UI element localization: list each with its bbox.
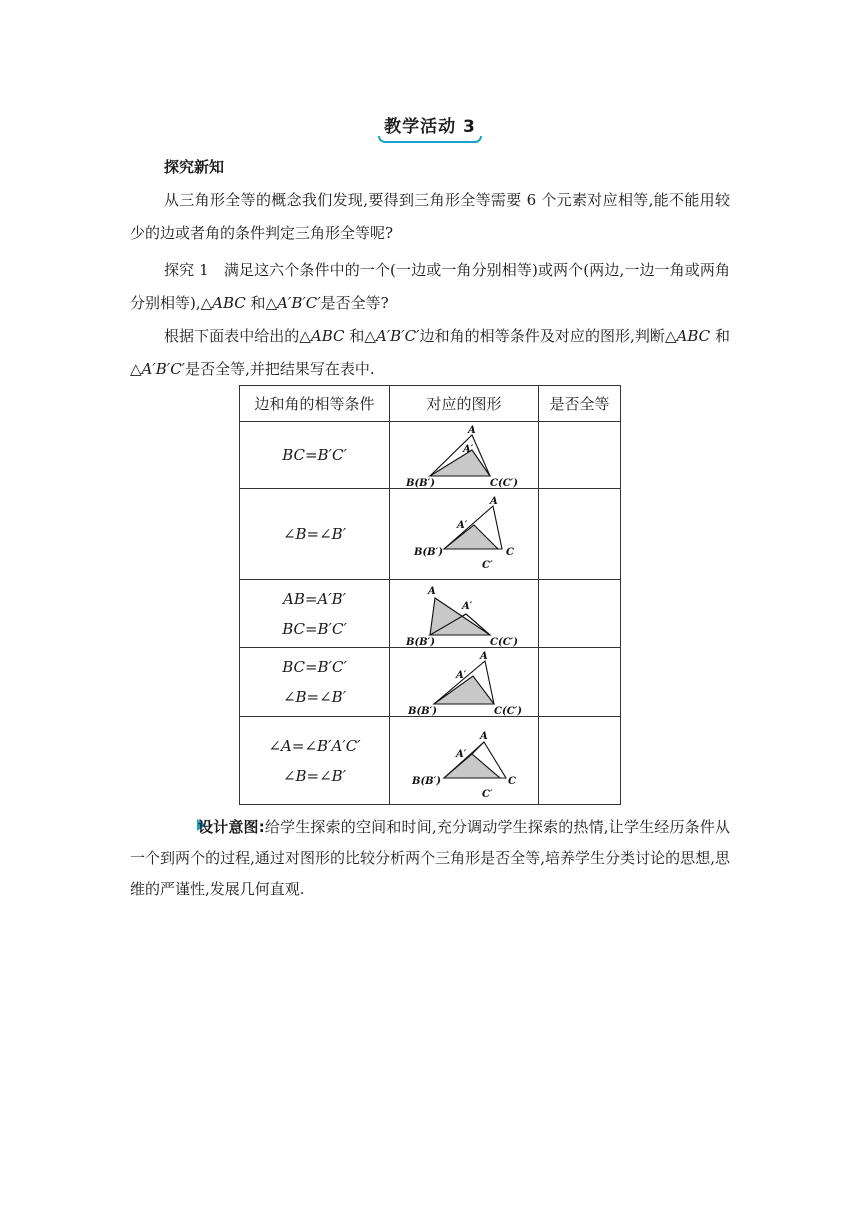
triangle-abc-prime: △A′B′C′	[265, 294, 321, 312]
condition: AB=A′B′	[282, 589, 347, 608]
condition-cell	[240, 489, 390, 580]
header-figure: 对应的图形	[390, 386, 539, 422]
label-a-prime: A′	[456, 748, 467, 760]
triangle-abc: △ABC	[200, 294, 246, 312]
answer-cell[interactable]	[539, 422, 621, 489]
label-c-prime: C′	[482, 560, 493, 571]
paragraph-instruction	[130, 320, 730, 386]
design-intent-label: 设计意图:	[198, 818, 265, 836]
triangle-figure	[390, 581, 538, 647]
condition: ∠B=∠B′	[282, 766, 347, 785]
table-row	[240, 717, 621, 805]
header-conditions: 边和角的相等条件	[240, 386, 390, 422]
figure-cell	[390, 489, 539, 580]
label-a-prime: A′	[463, 444, 474, 455]
triangle-abc: △ABC	[664, 327, 711, 345]
triangle-figure	[390, 491, 538, 577]
triangle-abc-prime: △A′B′C′	[364, 327, 420, 345]
label-b-bprime: B(B′)	[406, 636, 436, 647]
table-row	[240, 648, 621, 717]
figure-cell	[390, 717, 539, 805]
figure-cell	[390, 648, 539, 717]
table-header-row	[240, 386, 621, 422]
label-a: A	[480, 730, 488, 742]
triangle-abc-prime: △A′B′C′	[130, 360, 186, 378]
paragraph-intro: 从三角形全等的概念我们发现,要得到三角形全等需要 6 个元素对应相等,能不能用较少的边或者角的条件判定三角形全等呢?	[130, 191, 730, 242]
condition-cell	[240, 580, 390, 648]
condition: ∠B=∠B′	[282, 688, 347, 706]
condition: BC=B′C′	[282, 619, 347, 638]
label-c-cprime: C(C′)	[490, 636, 519, 647]
instr-d: 和	[710, 327, 730, 345]
figure-cell	[390, 422, 539, 489]
table-row	[240, 489, 621, 580]
header-congruent: 是否全等	[539, 386, 621, 422]
table-row	[240, 580, 621, 648]
label-a: A	[468, 425, 476, 436]
label-c: C	[506, 547, 515, 558]
label-a: A	[480, 651, 488, 662]
label-c-prime: C′	[482, 788, 493, 800]
explore-tail: 是否全等?	[320, 294, 389, 312]
condition: BC=B′C′	[282, 446, 347, 464]
condition-cell	[240, 422, 390, 489]
answer-cell[interactable]	[539, 580, 621, 648]
triangle-figure	[390, 422, 538, 488]
explore-mid: 和	[245, 294, 266, 312]
label-c: C	[508, 775, 517, 787]
table-row	[240, 422, 621, 489]
answer-cell[interactable]	[539, 717, 621, 805]
design-intent	[130, 812, 730, 905]
condition: ∠A=∠B′A′C′	[268, 736, 361, 755]
label-a-prime: A′	[462, 600, 473, 612]
label-b-bprime: B(B′)	[412, 775, 442, 787]
figure-cell	[390, 580, 539, 648]
instr-a: 根据下面表中给出的	[164, 327, 300, 345]
label-a: A	[428, 585, 436, 597]
label-b-bprime: B(B′)	[406, 478, 436, 488]
condition-cell	[240, 648, 390, 717]
paragraph-explore-1	[130, 254, 730, 320]
answer-cell[interactable]	[539, 489, 621, 580]
conditions-table	[239, 385, 621, 805]
triangle-abc: △ABC	[299, 327, 345, 345]
page-title-text: 教学活动 3	[380, 112, 480, 143]
label-b-bprime: B(B′)	[408, 706, 438, 716]
label-a-prime: A′	[456, 670, 467, 681]
design-intent-text: 给学生探索的空间和时间,充分调动学生探索的热情,让学生经历条件从一个到两个的过程,通过对图形的比较分析两个三角形是否全等,培养学生分类讨论的思想,思维的严谨性,发展几何直观.	[130, 818, 730, 898]
page-title	[0, 112, 860, 143]
triangle-figure	[390, 648, 538, 716]
condition: ∠B=∠B′	[282, 525, 347, 543]
section-heading: 探究新知	[164, 158, 225, 176]
condition-cell	[240, 717, 390, 805]
label-c-cprime: C(C′)	[490, 478, 519, 488]
instr-b: 和	[344, 327, 365, 345]
instr-e: 是否全等,并把结果写在表中.	[185, 360, 375, 378]
label-c-cprime: C(C′)	[494, 706, 523, 716]
answer-cell[interactable]	[539, 648, 621, 717]
instr-c: 边和角的相等条件及对应的图形,判断	[419, 327, 665, 345]
label-a-prime: A′	[457, 520, 468, 531]
condition: BC=B′C′	[282, 658, 347, 676]
explore-lead: 探究 1 满足这六个条件中的一个(一边或一角分别相等)或两个(两边,一边一角或两角分别相等),	[130, 261, 730, 312]
label-a: A	[490, 496, 498, 507]
label-b-bprime: B(B′)	[414, 547, 444, 558]
triangle-figure	[390, 718, 538, 804]
